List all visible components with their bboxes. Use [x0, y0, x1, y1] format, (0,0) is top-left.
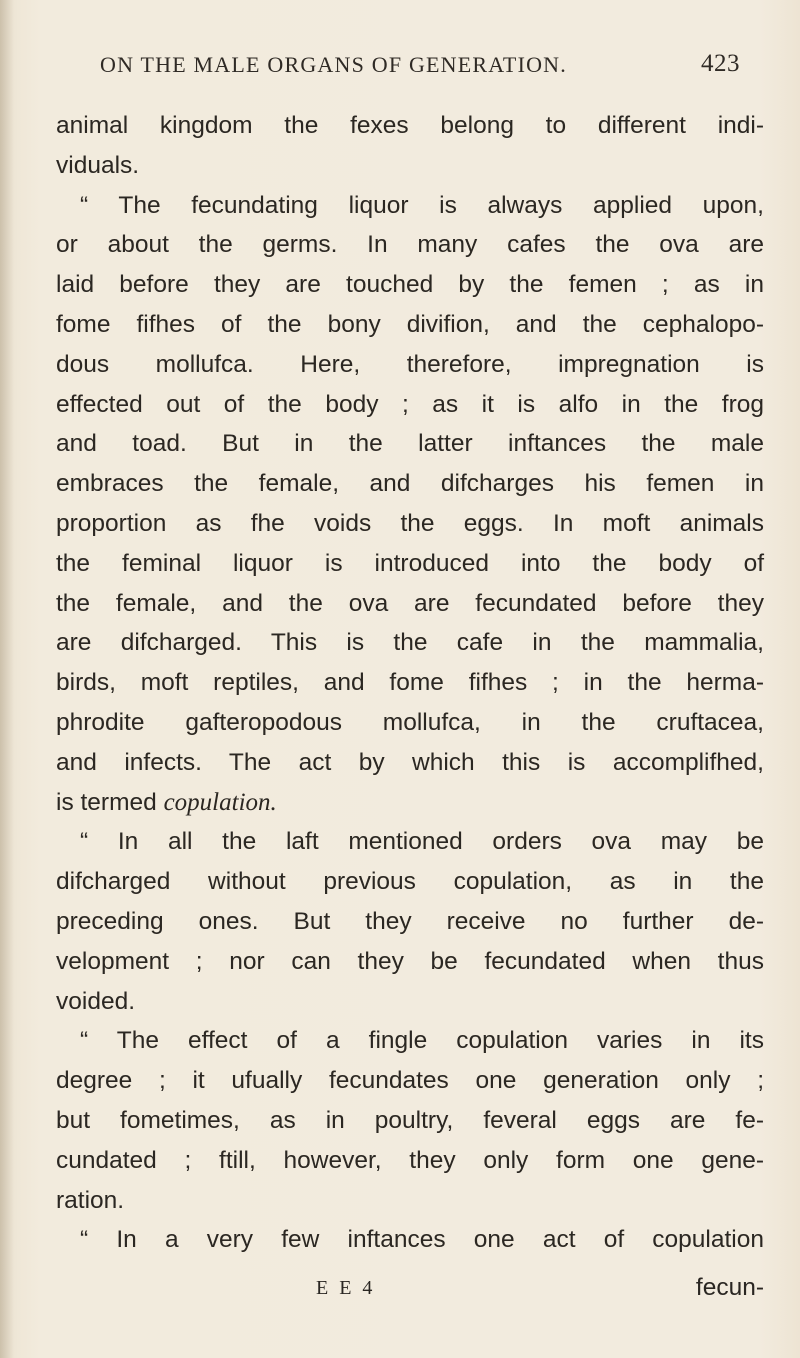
text-line [56, 424, 764, 464]
text-line-content: voided. [56, 987, 136, 1015]
body-text [56, 106, 764, 1260]
text-line [56, 982, 764, 1022]
text-line [56, 1181, 764, 1221]
text-line-content: animal kingdom the fexes belong to different indi- [56, 112, 764, 139]
text-line [56, 385, 764, 425]
text-line-content: proportion as fhe voids the eggs. In moft animals [56, 509, 764, 537]
text-line [56, 1021, 764, 1061]
text-line-content: fome fifhes of the bony divifion, and the cephalopo- [56, 310, 764, 338]
text-line [56, 783, 764, 823]
text-line [56, 822, 764, 862]
text-line-content: “ The effect of a fingle copulation varies in its [80, 1027, 764, 1055]
text-line-content: the female, and the ova are fecundated before they [56, 589, 764, 617]
text-line-content: or about the germs. In many cafes the ova are [56, 231, 764, 259]
text-line [56, 464, 764, 504]
page-number: 423 [701, 50, 740, 77]
text-line-content: and infects. The act by which this is accomplifhed, [56, 748, 764, 776]
text-line-content: are difcharged. This is the cafe in the mammalia, [56, 629, 764, 657]
text-line [56, 584, 764, 624]
text-line-content: degree ; it ufually fecundates one generation only ; [56, 1067, 764, 1095]
text-line-content: cundated ; ftill, however, they only form one gene- [56, 1146, 764, 1174]
text-line [56, 862, 764, 902]
text-line [56, 106, 764, 146]
italic-term: copulation. [163, 788, 277, 816]
running-head [100, 52, 740, 92]
text-line [56, 1141, 764, 1181]
text-line-content: embraces the female, and difcharges his femen in [56, 470, 764, 498]
text-line-content: velopment ; nor can they be fecundated when thus [56, 947, 764, 975]
text-line-content: difcharged without previous copulation, as in the [56, 868, 764, 896]
text-line [56, 186, 764, 226]
text-line-content: laid before they are touched by the femen ; as in [56, 271, 764, 299]
text-line [56, 265, 764, 305]
page-footer [56, 1268, 764, 1308]
text-line [56, 1061, 764, 1101]
binding-shadow [0, 0, 14, 1358]
text-line [56, 225, 764, 265]
text-line-content: viduals. [56, 151, 140, 179]
text-line [56, 902, 764, 942]
text-line-content: phrodite gafteropodous mollufca, in the cruftacea, [56, 708, 764, 736]
text-line-content: preceding ones. But they receive no further de- [56, 907, 764, 935]
text-line [56, 663, 764, 703]
text-line-content: dous mollufca. Here, therefore, impregnation is [56, 350, 764, 378]
text-line-content: effected out of the body ; as it is alfo in the frog [56, 390, 764, 418]
text-line [56, 623, 764, 663]
text-line [56, 305, 764, 345]
text-line [56, 1220, 764, 1260]
text-line-content: and toad. But in the latter inftances the male [56, 430, 764, 458]
text-line [56, 146, 764, 186]
text-line-content: “ In a very few inftances one act of copulation [80, 1226, 764, 1254]
text-line [56, 942, 764, 982]
text-line-content: the feminal liquor is introduced into the body of [56, 549, 764, 577]
text-line [56, 345, 764, 385]
text-line-content: ration. [56, 1186, 125, 1214]
catchword: fecun- [695, 1274, 764, 1301]
text-line [56, 504, 764, 544]
text-line-content: birds, moft reptiles, and fome fifhes ; in the herma- [56, 669, 764, 697]
signature-mark: E E 4 [316, 1277, 376, 1299]
text-line [56, 1101, 764, 1141]
text-line-content: “ The fecundating liquor is always applied upon, [80, 191, 764, 219]
running-head-title: ON THE MALE ORGANS OF GENERATION. [100, 52, 567, 77]
text-line-content: is termed [56, 788, 157, 816]
text-line-content: “ In all the laft mentioned orders ova may be [80, 828, 764, 856]
text-line [56, 544, 764, 584]
text-line-content: but fometimes, as in poultry, feveral eggs are fe- [56, 1106, 764, 1134]
text-line [56, 743, 764, 783]
text-line [56, 703, 764, 743]
